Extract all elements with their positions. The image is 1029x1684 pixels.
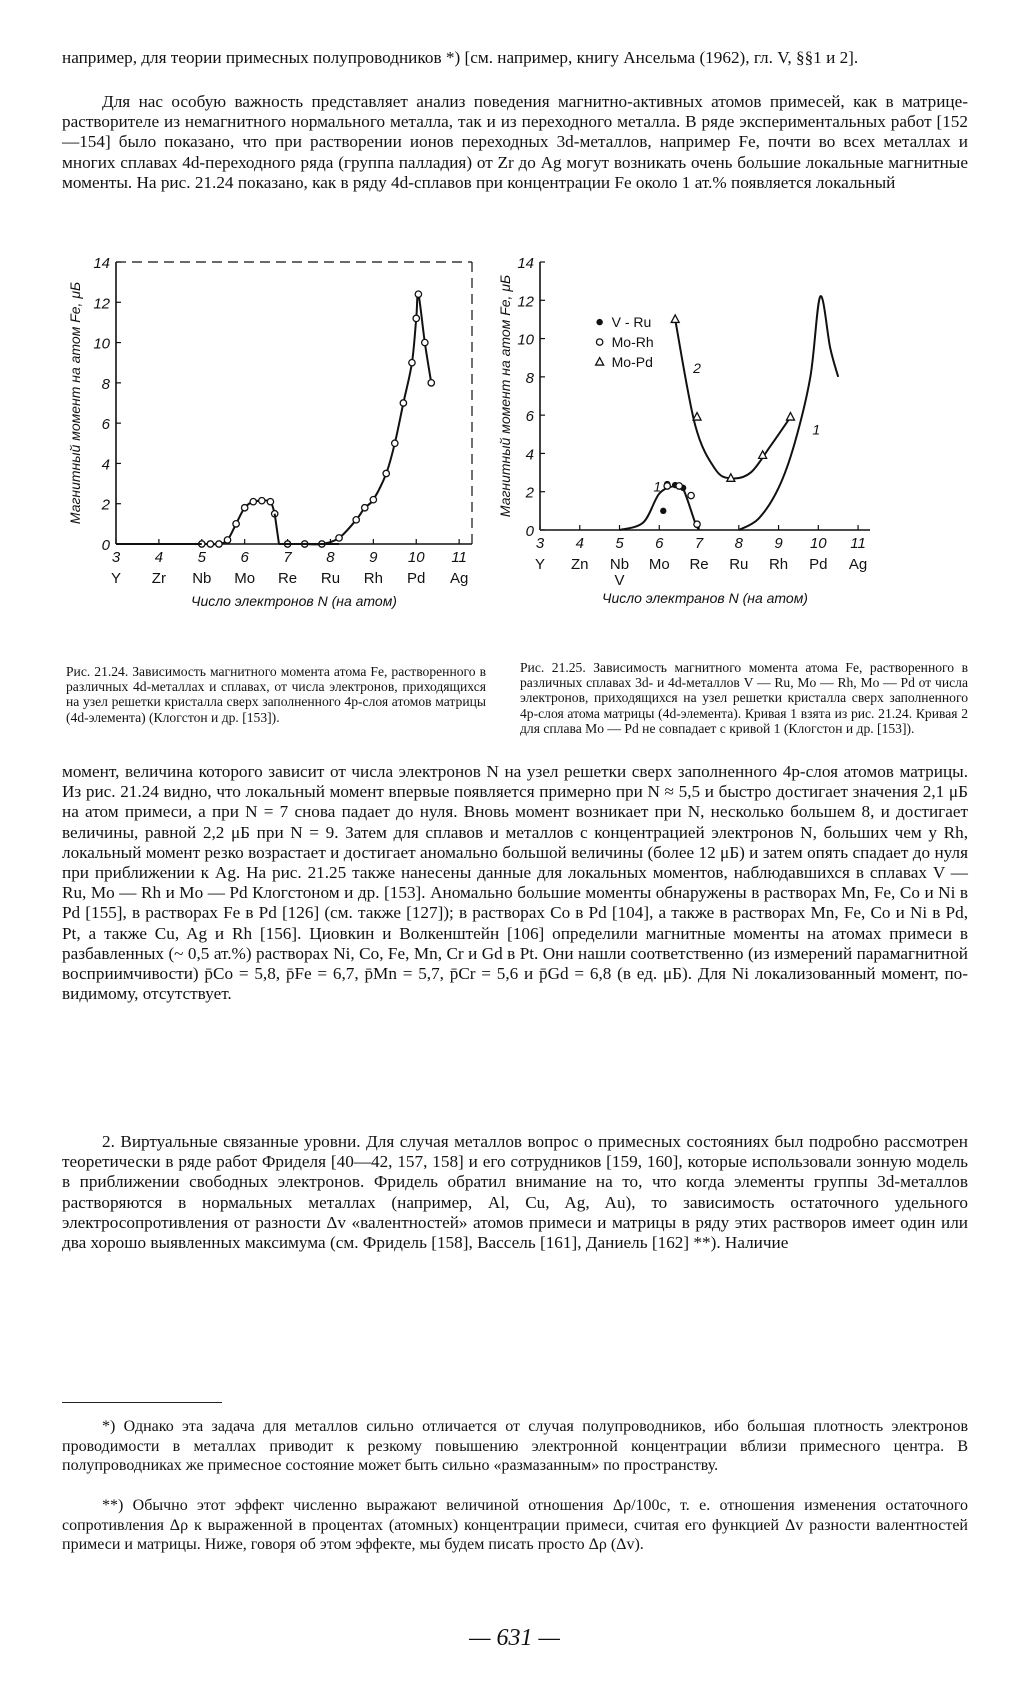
element-label: Ru [320, 570, 341, 587]
data-point-v-ru [660, 508, 666, 514]
y-tick-label: 8 [101, 375, 110, 393]
data-point [422, 339, 428, 345]
y-tick-label: 4 [101, 456, 110, 474]
data-point [413, 315, 419, 321]
element-label: Nb [609, 556, 630, 573]
x-tick-label: 5 [197, 549, 206, 566]
paragraph-local-moments: Для нас особую важность представляет анализ поведения магнитно-активных атомов примесей, как в матрице-растворителе из немагнитного нормального металла, так и из переходного металла. В ряде экспериментальных работ [152—154] было показано, что при растворении ионов переходных 3d-металлов, например Fe, почти во всех металлах и многих сплавах 4d-переходного ряда (группа палладия) от Zr до Ag могут возникать очень большие локальные магнитные моменты. На рис. 21.24 показано, как в ряду 4d-сплавов при концентрации Fe около 1 ат.% появляется локальный [62, 92, 968, 192]
element-label: Ag [449, 570, 469, 587]
x-tick-label: 4 [575, 535, 584, 552]
data-point [392, 440, 398, 446]
x-axis-label: Число электранов N (на атом) [602, 590, 808, 606]
element-label: Rh [768, 556, 789, 573]
y-tick-label: 12 [93, 295, 110, 313]
element-label: Nb [192, 570, 212, 587]
data-point [353, 517, 359, 523]
x-tick-label: 4 [154, 549, 164, 566]
data-point [370, 496, 376, 502]
x-tick-label: 5 [615, 535, 624, 552]
data-point-mo-pd [671, 315, 679, 323]
data-point [216, 541, 222, 547]
y-tick-label: 0 [101, 537, 110, 554]
y-tick-label: 4 [525, 446, 534, 464]
moment-curve [288, 294, 432, 545]
figure-21-24 [60, 248, 480, 618]
curve-label-1: 1 [812, 421, 821, 438]
x-axis-label: Число электронов N (на атом) [191, 593, 397, 609]
data-point [409, 360, 415, 366]
data-point [207, 541, 213, 547]
x-tick-label: 8 [326, 549, 335, 566]
data-point-mo-pd [693, 413, 701, 421]
y-tick-label: 0 [525, 523, 534, 540]
y-tick-label: 10 [517, 331, 534, 349]
paragraph-anomalous-moments: момент, величина которого зависит от числа электронов N на узел решетки сверх заполненного 4p-слоя атомов матрицы. Из рис. 21.24 видно, что локальный момент впервые появляется примерно при N ≈ 5,5 и быстро достигает значения 2,1 μБ на атом примеси, а при N = 7 снова падает до нуля. Вновь момент возникает при N, несколько большем 8, и достигает величины, равной 2,2 μБ при N = 9. Затем для сплавов и металлов с концентрацией электронов N, больших чем у Rh, локальный момент резко возрастает и достигает аномально большой величины (более 12 μБ) и затем опять спадает до нуля при приближении к Ag. На рис. 21.25 также нанесены данные для локальных моментов, наблюдавшихся в сплавах V — Ru, Mo — Rh и Mo — Pd Клогстоном и др. [153]. Аномально большие моменты обнаружены в растворах Mn, Fe, Co и Ni в Pd [155], в растворах Fe в Pd [126] (см. также [127]); в растворах Co в Pd [104], а также в растворах Mn, Fe, Co и Ni в Pd, Pt, а также Cu, Ag и Rh [156]. Циовкин и Волкенштейн [106] определили магнитные моменты на атомах примеси в разбавленных (~ 0,5 ат.%) растворах Ni, Co, Fe, Mn, Cr и Gd в Pt. Они нашли соответственно (из измерений парамагнитной восприимчивости) p̄Co = 5,8, p̄Fe = 6,7, p̄Mn = 5,7, p̄Cr = 5,6 и p̄Gd = 6,8 (в ед. μБ). Для Ni локализованный момент, по-видимому, отсутствует. [62, 762, 968, 1004]
data-point-mo-rh [676, 483, 682, 489]
y-tick-label: 14 [517, 255, 534, 272]
element-label: Re [277, 570, 298, 587]
element-label: Y [534, 556, 546, 573]
curve-label-1: 1 [653, 478, 662, 495]
figure-21-25-caption: Рис. 21.25. Зависимость магнитного момента атома Fe, растворенного в различных сплавах 3d- и 4d-металлов V — Ru, Mo — Rh, Mo — Pd от числа электронов, приходящихся на узел решетки кристалла сверх заполненного 4p-слоя атома матрицы (4d-элемента). Кривая 1 взята из рис. 21.24. Кривая 2 для сплава Mo — Pd не совпадает с кривой 1 (Клогстон и др. [153]). [520, 660, 968, 736]
data-point [224, 537, 230, 543]
x-tick-label: 8 [734, 535, 743, 552]
y-tick-label: 14 [93, 255, 110, 272]
x-tick-label: 6 [240, 549, 249, 566]
element-label: Zr [151, 570, 166, 587]
footnote-2: **) Обычно этот эффект численно выражают величиной отношения Δρ/100c, т. е. отношения изменения остаточного сопротивления Δρ к выраженной в процентах (атомных) концентрации примеси, считая его функцией Δv разности валентностей примеси и матрицы. Ниже, говоря об этом эффекте, мы будем писать просто Δρ (Δv). [62, 1497, 968, 1553]
figure-21-25 [490, 248, 910, 608]
data-point-mo-pd [786, 413, 794, 421]
y-tick-label: 6 [101, 416, 110, 434]
legend-marker-v-ru [596, 319, 602, 325]
data-point [336, 535, 342, 541]
legend-label: Mo-Pd [611, 354, 653, 371]
element-label: Mo [648, 556, 670, 573]
x-tick-label: 7 [283, 549, 292, 566]
x-tick-label: 11 [850, 535, 866, 552]
data-point [259, 497, 265, 503]
data-point [241, 505, 247, 511]
paragraph-intro: например, для теории примесных полупроводников *) [см. например, книгу Ансельма (1962), гл. V, §§1 и 2]. [62, 48, 859, 67]
y-tick-label: 2 [101, 496, 110, 514]
element-label: Ag [848, 556, 868, 573]
y-tick-label: 8 [525, 369, 534, 387]
y-tick-label: 12 [517, 293, 534, 311]
x-tick-label: 3 [535, 535, 545, 552]
y-tick-label: 2 [525, 484, 534, 502]
x-tick-label: 10 [407, 549, 425, 566]
element-label: Pd [407, 570, 426, 587]
element-label: Mo [234, 570, 256, 587]
page-number: — 631 — [469, 1625, 560, 1651]
data-point [415, 291, 421, 297]
curve-label-2: 2 [693, 360, 701, 377]
x-tick-label: 6 [655, 535, 664, 552]
x-tick-label: 9 [774, 535, 783, 552]
y-tick-label: 6 [525, 408, 534, 426]
legend-marker-mo-pd [596, 358, 604, 366]
data-point [383, 470, 389, 476]
data-point-mo-rh [694, 521, 700, 527]
legend-label: V - Ru [611, 314, 652, 331]
curve-1 [739, 296, 838, 530]
moment-drop-line [275, 514, 279, 544]
data-point [233, 521, 239, 527]
element-label: Zn [571, 556, 589, 573]
element-label: Pd [809, 556, 828, 573]
curve-2 [675, 319, 790, 478]
y-axis-label: Магнитный момент на атом Fe, μБ [67, 281, 83, 525]
x-tick-label: 10 [809, 535, 827, 552]
y-tick-label: 10 [93, 335, 110, 353]
element-label: Re [689, 556, 709, 573]
element-label: Rh [363, 570, 383, 587]
x-tick-label: 9 [369, 549, 378, 566]
figure-21-24-caption: Рис. 21.24. Зависимость магнитного момента атома Fe, растворенного в различных 4d-металлах и сплавах, от числа электронов, приходящихся на узел решетки кристалла сверх заполненного 4p-слоя атомов матрицы (4d-элемента) (Клогстон и др. [153]). [66, 664, 486, 725]
y-axis-label: Магнитный момент на атом Fe, μБ [497, 274, 513, 518]
element-label: Ru [729, 556, 749, 573]
x-tick-label: 7 [694, 535, 704, 552]
footnote-1: *) Однако эта задача для металлов сильно отличается от случая полупроводников, ибо большая плотность электронов проводимости в металлах приводит к резкому повышению электронной концентрации вблизи примесного центра. В полупроводниках же примесное состояние может быть сильно «размазанным» по пространству. [62, 1418, 968, 1474]
element-label: Y [110, 570, 122, 587]
data-point-mo-rh [688, 492, 694, 498]
data-point [428, 380, 434, 386]
legend-marker-mo-rh [596, 339, 602, 345]
data-point [362, 505, 368, 511]
footnote-rule [62, 1402, 222, 1403]
data-point-mo-rh [664, 483, 670, 489]
paragraph-virtual-levels: 2. Виртуальные связанные уровни. Для случая металлов вопрос о примесных состояниях был подробно рассмотрен теоретически в ряде работ Фриделя [40—42, 157, 158] и его сотрудников [159, 160], которые использовали зонную модель в приближении свободных электронов. Фридель обратил внимание на то, что когда элементы группы 3d-металлов растворяются в нормальных металлах (например, Al, Cu, Ag, Au), то зависимость остаточного удельного электросопротивления от разности Δv «валентностей» атомов примеси и матрицы в ряду этих растворов имеет один или два хорошо выявленных максимума (см. Фридель [158], Вассель [161], Даниель [162] **). Наличие [62, 1132, 968, 1253]
element-sublabel: V [614, 572, 625, 589]
data-point [400, 400, 406, 406]
legend-label: Mo-Rh [611, 334, 654, 351]
x-tick-label: 3 [111, 549, 121, 566]
data-point [267, 499, 273, 505]
x-tick-label: 11 [451, 549, 467, 566]
data-point [250, 499, 256, 505]
